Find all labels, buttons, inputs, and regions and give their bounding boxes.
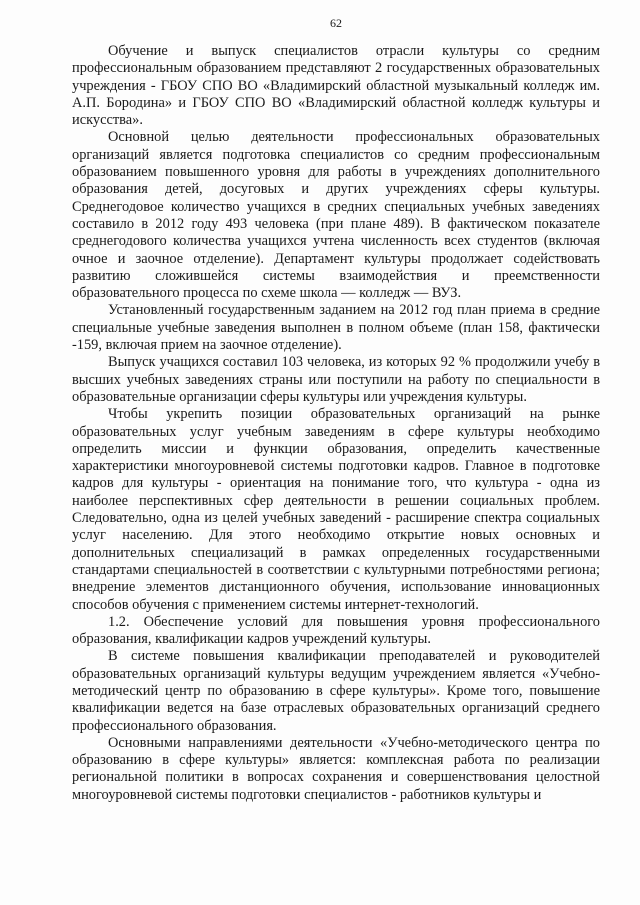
paragraph-7: В системе повышения квалификации преподавателей и руководителей образовательных организаций культуры ведущим учреждением является «Учебно-методический центр по образованию в сфере культуры». Кроме того, повышение квалификации ведется на базе отраслевых образовательных организаций среднего профессионального образования.	[72, 648, 600, 734]
paragraph-6: 1.2. Обеспечение условий для повышения уровня профессионального образования, квалификации кадров учреждений культуры.	[72, 613, 600, 648]
paragraph-5: Чтобы укрепить позиции образовательных организаций на рынке образовательных услуг учебным заведениям в сфере культуры необходимо определить миссии и функции образования, определить качественные характеристики многоуровневой системы подготовки кадров. Главное в подготовке кадров для культуры - ориентация на понимание того, что культура - одна из наиболее перспективных сфер деятельности в решении социальных проблем. Следовательно, одна из целей учебных заведений - расширение спектра социальных услуг населению. Для этого необходимо открытие новых основных и дополнительных специализаций в рамках определенных государственными стандартами специальностей в соответствии с культурными потребностями региона; внедрение элементов дистанционного обучения, использование инновационных способов обучения с применением системы интернет-технологий.	[72, 406, 600, 613]
paragraph-1: Обучение и выпуск специалистов отрасли культуры со средним профессиональным образованием представляют 2 государственных образовательных учреждения - ГБОУ СПО ВО «Владимирский областной музыкальный колледж им. А.П. Бородина» и ГБОУ СПО ВО «Владимирский областной колледж культуры и искусства».	[72, 43, 600, 129]
paragraph-2: Основной целью деятельности профессиональных образовательных организаций является подготовка специалистов со средним профессиональным образованием повышенного уровня для работы в учреждениях дополнительного образования детей, досуговых и других учреждениях сферы культуры. Среднегодовое количество учащихся в средних специальных учебных заведениях составило в 2012 году 493 человека (при плане 489). В фактическом показателе среднегодового количества учащихся учтена численность всех студентов (включая очное и заочное отделение). Департамент культуры продолжает содействовать развитию сложившейся системы взаимодействия и преемственности образовательного процесса по схеме школа — колледж — ВУЗ.	[72, 129, 600, 302]
page-number: 62	[330, 16, 342, 30]
paragraph-8: Основными направлениями деятельности «Учебно-методического центра по образованию в сфере культуры» является: комплексная работа по реализации региональной политики в вопросах сохранения и совершенствования целостной многоуровневой системы подготовки специалистов - работников культуры и	[72, 734, 600, 803]
document-body	[72, 43, 600, 804]
paragraph-4: Выпуск учащихся составил 103 человека, из которых 92 % продолжили учебу в высших учебных заведениях страны или поступили на работу по специальности в образовательные организации сферы культуры или учреждения культуры.	[72, 354, 600, 405]
paragraph-3: Установленный государственным заданием на 2012 год план приема в средние специальные учебные заведения выполнен в полном объеме (план 158, фактически -159, включая прием на заочное отделение).	[72, 302, 600, 354]
